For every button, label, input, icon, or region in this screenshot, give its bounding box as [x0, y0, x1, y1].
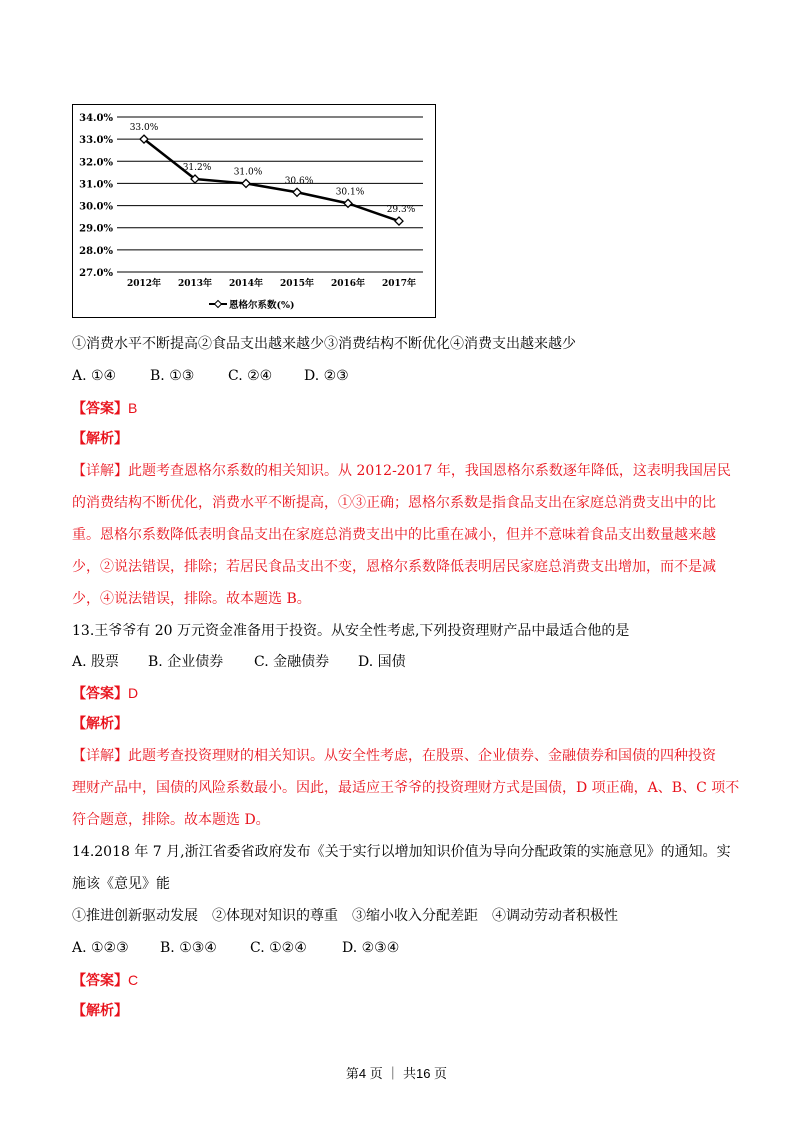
q14-answer-label: 【答案】 [72, 973, 128, 989]
q14-option-d: D. ②③④ [342, 940, 400, 956]
q12-answer [72, 398, 137, 419]
data-label: 31.2% [182, 163, 212, 173]
q12-option-a: A. ①④ [72, 368, 117, 384]
q13-detail-line: 理财产品中，国债的风险系数最小。因此，最适应王爷爷的投资理财方式是国债，D 项正确，A、B、C 项不 [72, 780, 740, 796]
line-chart [73, 105, 435, 317]
q12-detail-line: 【详解】此题考查恩格尔系数的相关知识。从 2012-2017 年，我国恩格尔系数逐年降低，这表明我国居民 [72, 463, 731, 479]
q13-question: 13.王爷爷有 20 万元资金准备用于投资。从安全性考虑,下列投资理财产品中最适合他的是 [72, 623, 630, 639]
q13-detail-line: 符合题意，排除。故本题选 D。 [72, 812, 270, 828]
data-label: 30.6% [284, 176, 314, 187]
q12-detail-line: 重。恩格尔系数降低表明食品支出在家庭总消费支出中的比重在减小，但并不意味着食品支出数量越来越 [72, 527, 716, 543]
legend-marker [215, 301, 222, 308]
q12-answer-value: B [128, 400, 138, 416]
q13-option-b: B. 企业债券 [148, 654, 224, 670]
q12-statements: ①消费水平不断提高②食品支出越来越少③消费结构不断优化④消费支出越来越少 [72, 336, 576, 352]
q13-options [72, 652, 406, 672]
y-tick-label: 31.0% [79, 179, 113, 191]
y-tick-label: 27.0% [79, 268, 113, 279]
q13-option-a: A. 股票 [72, 654, 120, 670]
y-tick-label: 29.0% [79, 223, 113, 235]
series-line [144, 139, 399, 221]
data-point [293, 188, 301, 196]
y-tick-label: 34.0% [79, 113, 113, 124]
q13-answer-value: D [128, 685, 139, 701]
x-tick-label: 2017年 [381, 279, 417, 289]
x-tick-label: 2014年 [228, 279, 264, 289]
q13-detail-line: 【详解】此题考查投资理财的相关知识。从安全性考虑，在股票、企业债券、金融债券和国债的四种投资 [72, 748, 716, 764]
q14-answer [72, 970, 138, 991]
y-tick-label: 32.0% [79, 157, 113, 169]
q13-option-c: C. 金融债券 [254, 654, 330, 670]
x-tick-label: 2015年 [279, 279, 315, 289]
q14-option-b: B. ①③④ [160, 940, 217, 956]
q12-option-c: C. ②④ [228, 368, 273, 384]
q14-analysis-label: 【解析】 [72, 1003, 128, 1019]
x-tick-label: 2016年 [330, 279, 366, 289]
x-tick-label: 2013年 [177, 279, 213, 289]
q12-analysis-label: 【解析】 [72, 431, 128, 447]
data-label: 30.1% [335, 187, 365, 198]
data-point [242, 179, 250, 187]
data-label: 29.3% [386, 205, 416, 216]
q12-option-d: D. ②③ [304, 368, 349, 384]
q12-option-b: B. ①③ [150, 368, 195, 384]
data-point [344, 199, 352, 207]
engel-coefficient-chart [72, 104, 436, 318]
legend-label: 恩格尔系数(%) [229, 300, 295, 311]
q14-statements: ①推进创新驱动发展 ②体现对知识的尊重 ③缩小收入分配差距 ④调动劳动者积极性 [72, 908, 618, 924]
q12-detail-line: 少，④说法错误，排除。故本题选 B。 [72, 591, 311, 607]
data-point [395, 217, 403, 225]
data-label: 33.0% [129, 123, 159, 134]
q14-option-c: C. ①②④ [250, 940, 307, 956]
y-tick-label: 28.0% [79, 245, 113, 257]
y-tick-label: 30.0% [79, 201, 113, 213]
q14-option-a: A. ①②③ [72, 940, 129, 956]
q12-detail-line: 的消费结构不断优化，消费水平不断提高，①③正确；恩格尔系数是指食品支出在家庭总消费支出中的比 [72, 495, 716, 511]
x-tick-label: 2012年 [126, 279, 162, 289]
q14-answer-value: C [128, 972, 139, 988]
q14-question-line: 施该《意见》能 [72, 876, 170, 892]
page-footer: 第4 页 ｜ 共16 页 [345, 1066, 448, 1081]
q12-detail-line: 少，②说法错误，排除；若居民食品支出不变，恩格尔系数降低表明居民家庭总消费支出增加，而不是减 [72, 559, 716, 575]
q14-question-line: 14.2018 年 7 月,浙江省委省政府发布《关于实行以增加知识价值为导向分配政策的实施意见》的通知。实 [72, 844, 731, 860]
q13-analysis-label: 【解析】 [72, 716, 128, 732]
q14-options [72, 938, 399, 958]
q13-option-d: D. 国债 [358, 654, 406, 670]
y-tick-label: 33.0% [79, 135, 113, 147]
q12-answer-label: 【答案】 [72, 401, 128, 417]
q13-answer [72, 683, 138, 704]
q13-answer-label: 【答案】 [72, 686, 128, 702]
q12-options [72, 366, 349, 386]
data-label: 31.0% [233, 167, 263, 178]
